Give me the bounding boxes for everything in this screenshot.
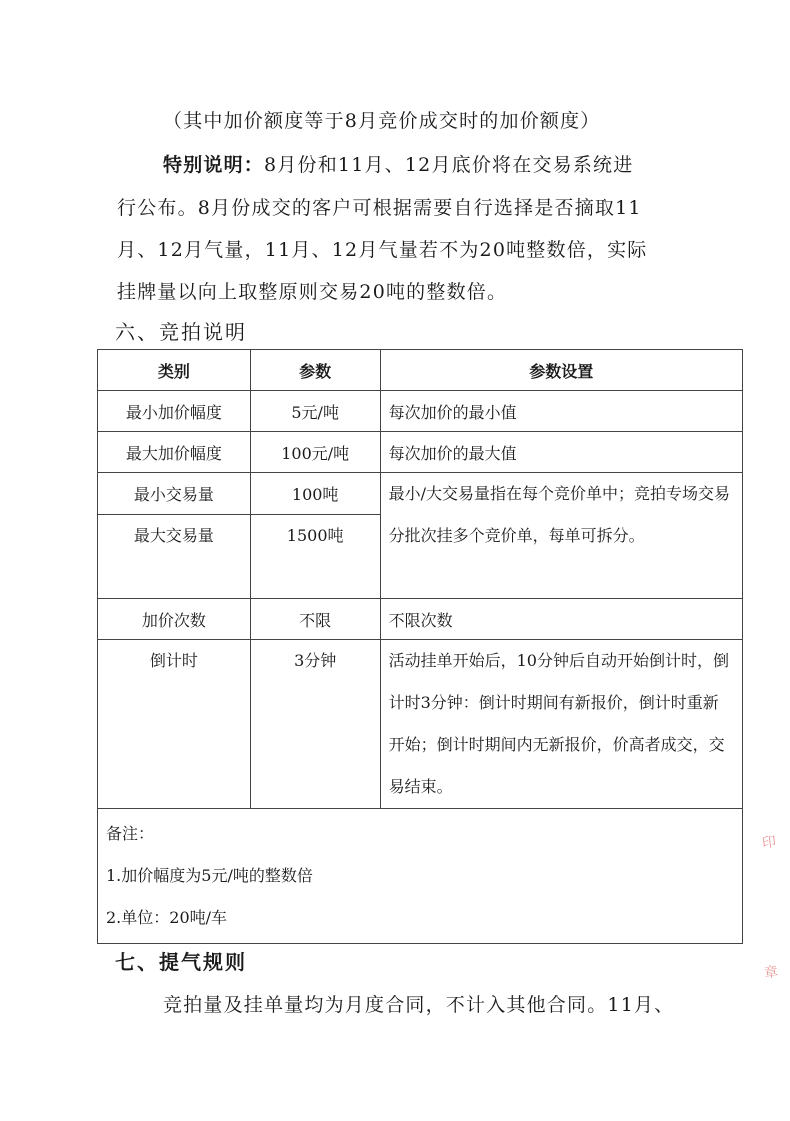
header-param: 参数 xyxy=(250,350,380,391)
header-category: 类别 xyxy=(98,350,251,391)
header-setting: 参数设置 xyxy=(380,350,742,391)
table-header-row xyxy=(98,350,743,391)
row-category: 最小交易量 xyxy=(98,473,251,515)
row-category: 最大交易量 xyxy=(98,515,251,599)
special-note-line2: 行公布。8月份成交的客户可根据需要自行选择是否摘取11 xyxy=(117,197,642,219)
row-setting: 每次加价的最大值 xyxy=(380,432,742,473)
special-note-line4: 挂牌量以向上取整原则交易20吨的整数倍。 xyxy=(117,281,508,303)
row-param: 100吨 xyxy=(250,473,380,515)
row-param: 1500吨 xyxy=(250,515,380,599)
row-setting: 不限次数 xyxy=(380,599,742,640)
section6-title: 六、竞拍说明 xyxy=(115,320,247,344)
row-param: 不限 xyxy=(250,599,380,640)
seal-mark: 印 xyxy=(761,834,778,852)
section7-title: 七、提气规则 xyxy=(115,950,247,974)
row-setting: 每次加价的最小值 xyxy=(380,391,742,432)
row-param: 3分钟 xyxy=(250,640,380,809)
section7-line1: 竞拍量及挂单量均为月度合同，不计入其他合同。11月、 xyxy=(163,994,675,1016)
row-param: 100元/吨 xyxy=(250,432,380,473)
row-param: 5元/吨 xyxy=(250,391,380,432)
bidding-parameters-table xyxy=(97,349,743,944)
special-note-label: 特别说明： xyxy=(163,154,265,176)
row-setting-merged: 最小/大交易量指在每个竞价单中；竞拍专场交易分批次挂多个竞价单，每单可拆分。 xyxy=(380,473,742,599)
table-row xyxy=(98,640,743,809)
special-note-text1: 8月份和11月、12月底价将在交易系统进 xyxy=(264,154,634,176)
row-category: 倒计时 xyxy=(98,640,251,809)
row-category: 加价次数 xyxy=(98,599,251,640)
row-category: 最大加价幅度 xyxy=(98,432,251,473)
note-item: 1.加价幅度为5元/吨的整数倍 xyxy=(106,866,313,885)
table-row xyxy=(98,599,743,640)
special-note-line1 xyxy=(163,150,633,177)
special-note-line3: 月、12月气量，11月、12月气量若不为20吨整数倍，实际 xyxy=(117,239,648,261)
notes-row xyxy=(98,809,743,944)
table-row xyxy=(98,473,743,515)
intro-line: （其中加价额度等于8月竞价成交时的加价额度） xyxy=(163,110,601,132)
row-setting: 活动挂单开始后，10分钟后自动开始倒计时，倒计时3分钟：倒计时期间有新报价，倒计时重新开始；倒计时期间内无新报价，价高者成交，交易结束。 xyxy=(380,640,742,809)
table-row xyxy=(98,391,743,432)
notes-cell xyxy=(98,809,743,944)
notes-title: 备注： xyxy=(106,824,155,843)
table-row xyxy=(98,432,743,473)
seal-mark: 章 xyxy=(763,964,780,982)
row-category: 最小加价幅度 xyxy=(98,391,251,432)
note-item: 2.单位：20吨/车 xyxy=(106,908,228,927)
